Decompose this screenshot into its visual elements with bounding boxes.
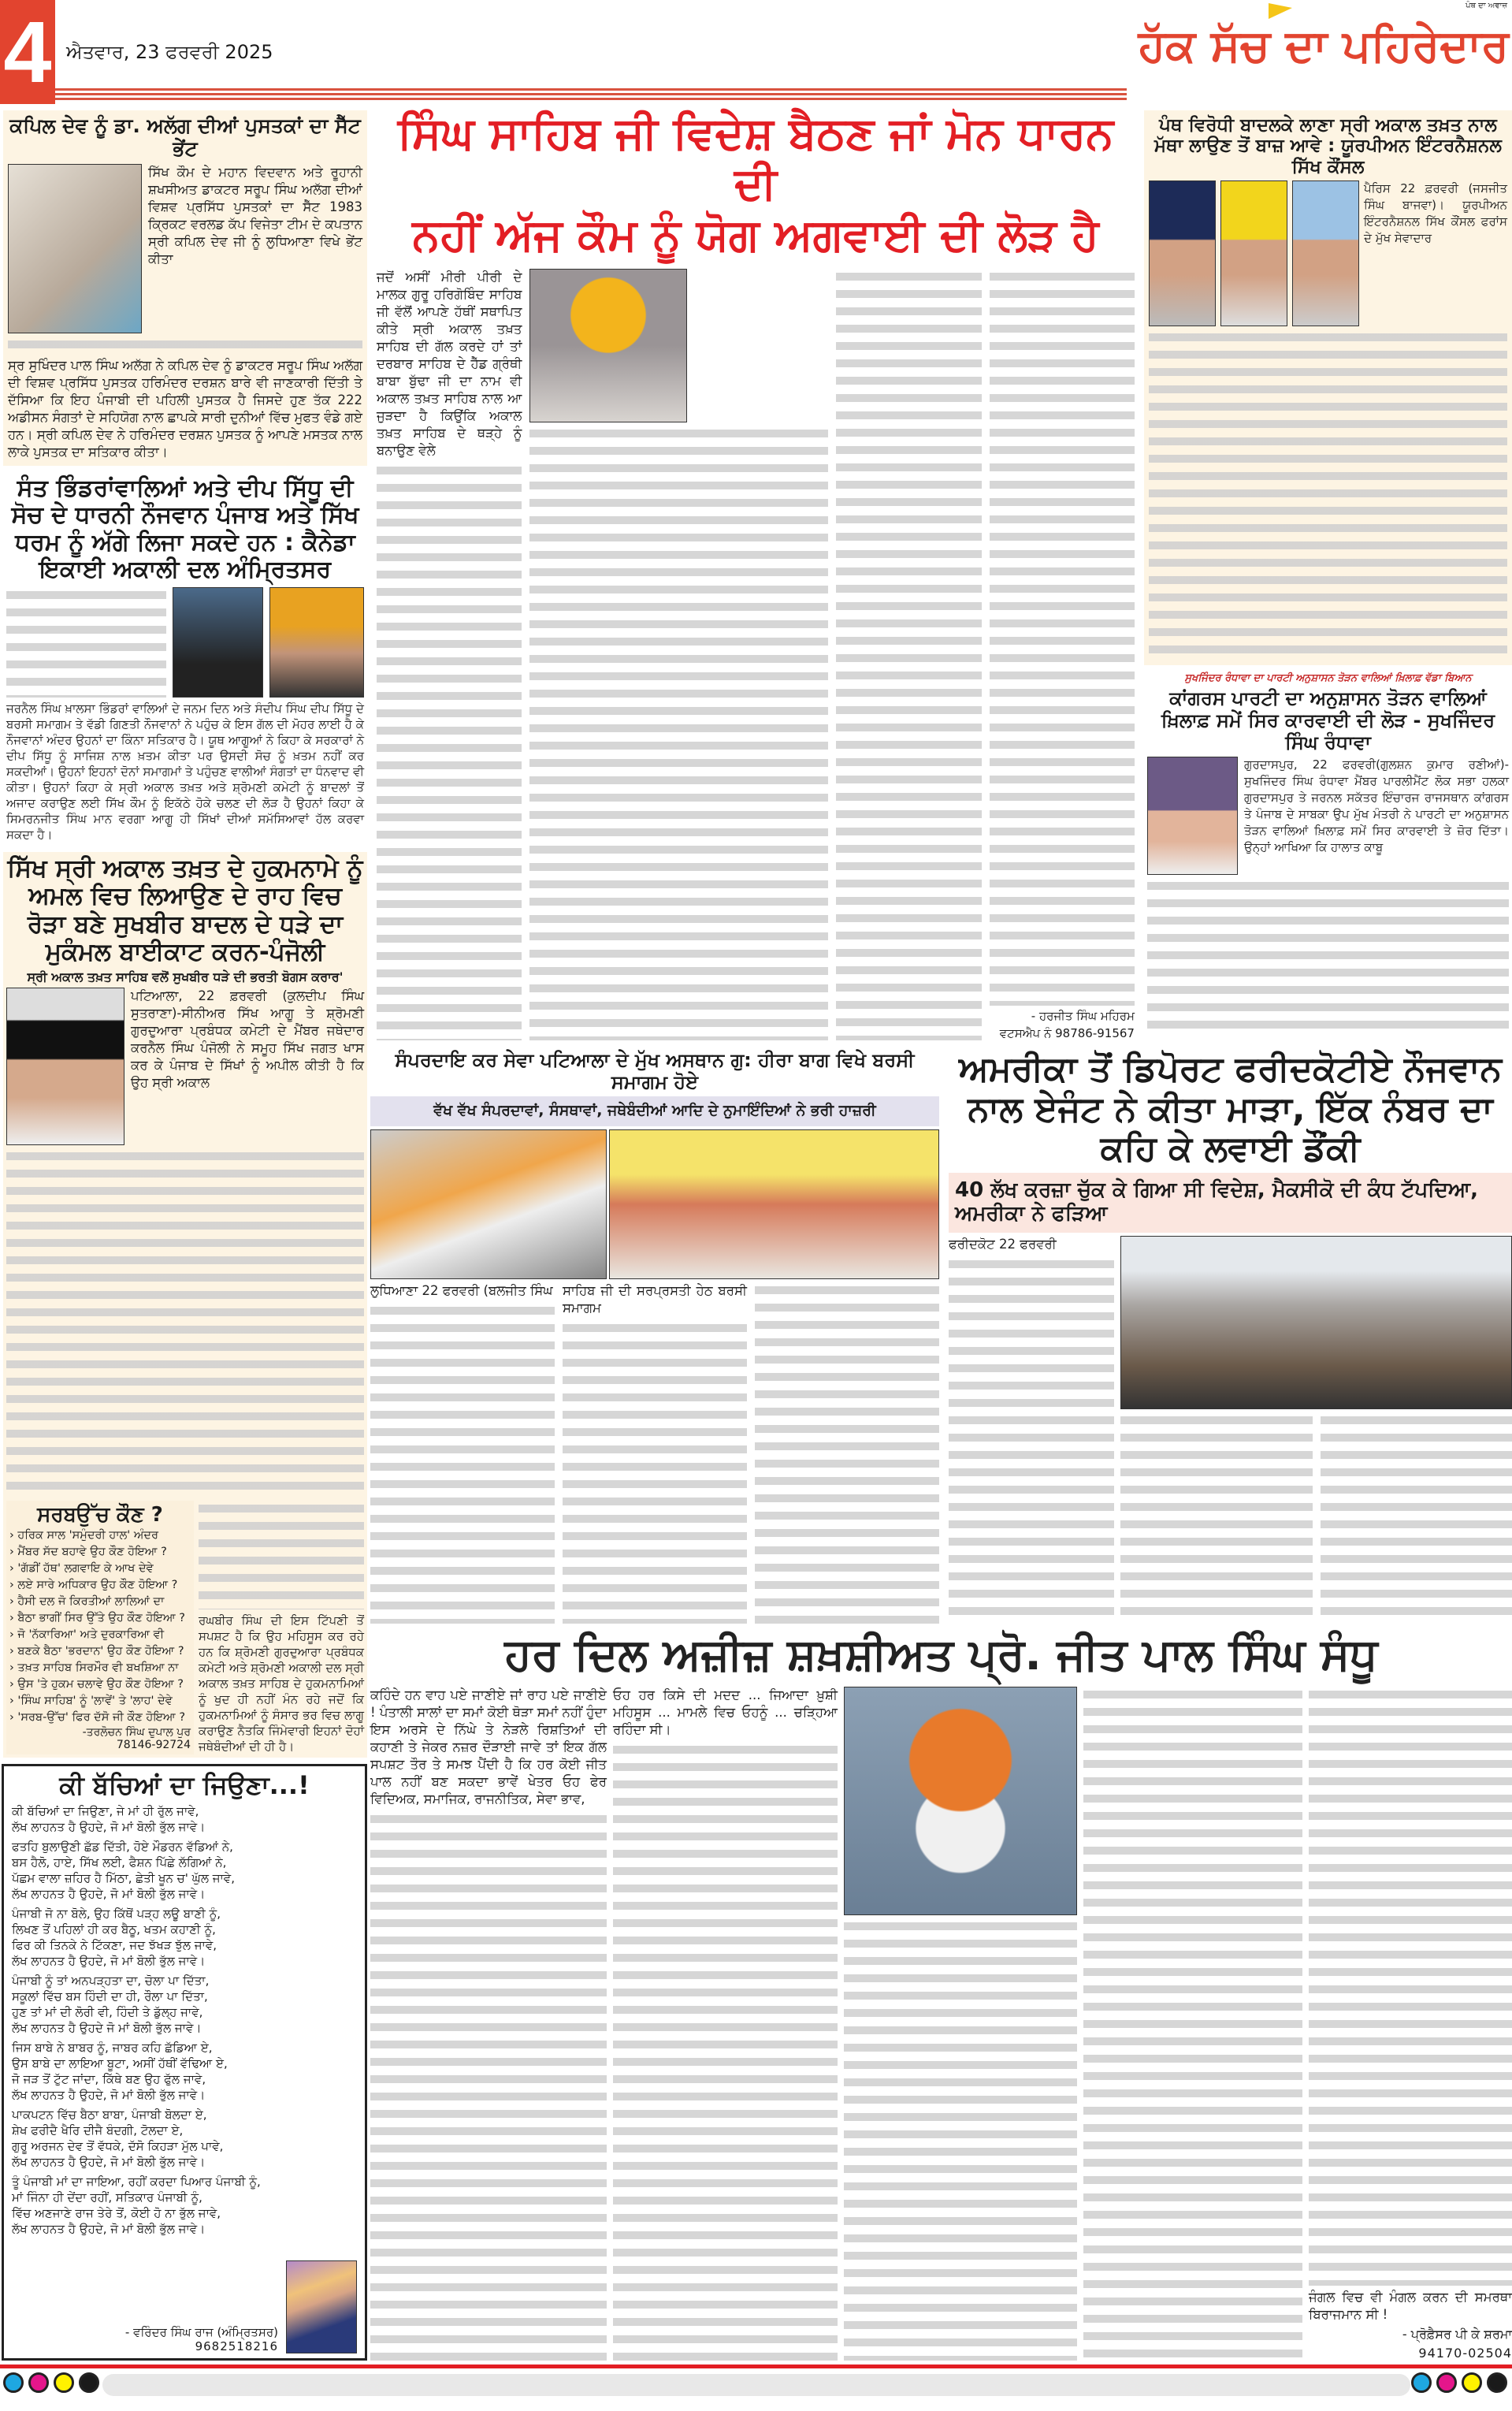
randhawa-photo xyxy=(1147,757,1238,875)
article-text-continuation xyxy=(563,1320,747,1624)
poem-sarbouch xyxy=(6,1501,194,1754)
article-text-continuation xyxy=(1321,1412,1512,1624)
article-kapil xyxy=(3,110,367,466)
tribute-body xyxy=(370,1687,1512,2361)
poem-line: › 'ਗੱਡੀਂ ਹੱਥ' ਲਗਵਾਇ ਕੇ ਆਖ ਦੇਵੇ xyxy=(9,1562,154,1575)
article-author: - ਪ੍ਰੋਫ਼ੈਸਰ ਪੀ ਕੇ ਸ਼ਰਮਾ xyxy=(1402,2327,1512,2342)
poem-author: -ਤਰਲੋਚਨ ਸਿੰਘ ਦੁਪਾਲ ਪੁਰ xyxy=(82,1726,191,1739)
poem-line: ਜਿਸ ਬਾਬੇ ਨੇ ਬਾਬਰ ਨੂੰ, ਜਾਬਰ ਕਹਿ ਛੱਡਿਆ ਏ, xyxy=(12,2040,213,2055)
article-author-phone: 94170-02504 xyxy=(1418,2346,1512,2361)
poem-line: ਲੱਖ ਲਾਹਨਤ ਹੈ ਉਹਦੇ, ਜੋ ਮਾਂ ਬੋਲੀ ਭੁੱਲ ਜਾਵੇ। xyxy=(12,2087,206,2102)
article-text-continuation xyxy=(1083,1687,1302,2361)
article-text-continuation xyxy=(1147,878,1509,1037)
article-subheadline: 40 ਲੱਖ ਕਰਜ਼ਾ ਚੁੱਕ ਕੇ ਗਿਆ ਸੀ ਵਿਦੇਸ਼, ਮੈਕਸੀਕੋ ਦੀ ਕੰਧ ਟੱਪਦਿਆ, ਅਮਰੀਕਾ ਨੇ ਫੜਿਆ xyxy=(949,1173,1512,1233)
article-headline: ਕਪਿਲ ਦੇਵ ਨੂੰ ਡਾ. ਅਲੱਗ ਦੀਆਂ ਪੁਸਤਕਾਂ ਦਾ ਸੈੱਟ ਭੇਂਟ xyxy=(9,114,361,160)
article-text-continuation xyxy=(377,463,522,1040)
poet-photo xyxy=(286,2260,357,2353)
lead-article-body xyxy=(377,269,1135,1040)
masthead-rule xyxy=(55,88,1127,102)
article-sant xyxy=(3,472,367,846)
lead-article xyxy=(377,109,1135,1040)
poem-line: ਲੱਖ ਲਾਹਨਤ ਹੈ ਉਹਦੇ ਜੋ ਮਾਂ ਬੋਲੀ ਭੁੱਲ ਜਾਵੇ। xyxy=(12,2020,202,2035)
magenta-mark-icon xyxy=(28,2372,49,2393)
logo-text: ਹੱਕ ਸੱਚ ਦਾ ਪਹਿਰੇਦਾਰ xyxy=(1138,20,1509,72)
poem-line: ਲੱਖ ਲਾਹਨਤ ਹੈ ਉਹਦੇ, ਜੋ ਮਾਂ ਬੋਲੀ ਭੁੱਲ ਜਾਵੇ। xyxy=(12,1886,206,1901)
article-body: ਕਹਿੰਦੇ ਹਨ ਵਾਹ ਪਏ ਜਾਣੀਏ ਜਾਂ ਰਾਹ ਪਏ ਜਾਣੀਏ ! ਪੰਤਾਲੀ ਸਾਲਾਂ ਦਾ ਸਮਾਂ ਕੋਈ ਥੋੜਾ ਸਮਾਂ ਨਹੀਂ ਹੁੰਦਾ ਇਸ ਅਰਸੇ ਦੇ ਨਿੱਘੇ ਤੇ ਨੇੜਲੇ ਰਿਸ਼ਤਿਆਂ ਦੀ ਕਹਾਣੀ ਤੇ ਜੇਕਰ ਨਜ਼ਰ ਦੌੜਾਈ ਜਾਵੇ ਤਾਂ ਇਕ ਗੱਲ ਸਪਸ਼ਟ ਤੌਰ ਤੇ ਸਮਝ ਪੈਂਦੀ ਹੈ ਕਿ ਹਰ ਕੋਈ ਜੀਤ ਪਾਲ ਨਹੀਂ ਬਣ ਸਕਦਾ ਭਾਵੇਂ ਖੇਤਰ ਓਹ ਫੇਰ ਵਿਦਿਅਕ, ਸਮਾਜਿਕ, ਰਾਜਨੀਤਿਕ, ਸੇਵਾ ਭਾਵ, xyxy=(370,1687,607,1807)
article-text-continuation xyxy=(1120,1412,1313,1624)
right-column xyxy=(1144,110,1512,1040)
family-photo xyxy=(1120,1236,1512,1409)
article-text-continuation xyxy=(6,1148,364,1498)
article-body: ਪਟਿਆਲਾ, 22 ਫ਼ਰਵਰੀ (ਕੁਲਦੀਪ ਸਿੰਘ ਸੁਤਰਾਣਾ)-ਸੀਨੀਅਰ ਸਿੱਖ ਆਗੂ ਤੇ ਸ਼੍ਰੋਮਣੀ ਗੁਰਦੁਆਰਾ ਪ੍ਰਬੰਧਕ ਕਮੇਟੀ ਦੇ ਮੈਂਬਰ ਜਥੇਦਾਰ ਕਰਨੈਲ ਸਿੰਘ ਪੰਜੋਲੀ ਨੇ ਸਮੂਹ ਸਿੱਖ ਜਗਤ ਖਾਸ ਕਰ ਕੇ ਪੰਜਾਬ ਦੇ ਸਿੱਖਾਂ ਨੂੰ ਅਪੀਲ ਕੀਤੀ ਹੈ ਕਿ ਉਹ ਸ੍ਰੀ ਅਕਾਲ xyxy=(131,988,364,1091)
registration-marks-left xyxy=(3,2372,104,2396)
article-headline: ਅਮਰੀਕਾ ਤੋਂ ਡਿਪੋਰਟ ਫਰੀਦਕੋਟੀਏ ਨੌਜਵਾਨ ਨਾਲ ਏਜੰਟ ਨੇ ਕੀਤਾ ਮਾੜਾ, ਇੱਕ ਨੰਬਰ ਦਾ ਕਹਿ ਕੇ ਲਵਾਈ ਡੌਂਕੀ xyxy=(959,1049,1502,1170)
event-photo xyxy=(370,1129,607,1279)
article-author-phone: ਵਟਸਐਪ ਨੰ 98786-91567 xyxy=(999,1026,1135,1040)
poem-line: ਲੱਖ ਲਾਹਨਤ ਹੈ ਉਹਦੇ, ਜੋ ਮਾਂ ਬੋਲੀ ਭੁੱਲ ਜਾਵੇ। xyxy=(12,2154,206,2169)
eisc-member-photo xyxy=(1292,180,1359,326)
kapil-dev-photo xyxy=(8,164,142,333)
article-text-continuation xyxy=(8,337,362,354)
deep-sidhu-photo xyxy=(269,587,364,698)
poem-stanza xyxy=(12,1803,357,1835)
black-mark-icon xyxy=(79,2372,99,2393)
article-text-continuation xyxy=(755,1282,939,1624)
footer-rule xyxy=(0,2364,1512,2368)
black-mark-icon xyxy=(1487,2372,1507,2393)
article-tribute xyxy=(370,1630,1512,2361)
lead-headline-line-2: ਨਹੀਂ ਅੱਜ ਕੌਮ ਨੂੰ ਯੋਗ ਅਗਵਾਈ ਦੀ ਲੋੜ ਹੈ xyxy=(412,209,1099,261)
poem-title: ਕੀ ਬੱਚਿਆਂ ਦਾ ਜਿਉਣਾ...! xyxy=(59,1770,310,1800)
poem-line: ਸ਼ੇਖ ਫਰੀਦੈ ਖੈਰਿ ਦੀਜੈ ਬੰਦਗੀ, ਟੋਲਦਾ ਏ, xyxy=(12,2123,184,2138)
prof-jeet-pal-photo xyxy=(844,1687,1077,1915)
poem-line: ਜੋ ਜੜ ਤੋਂ ਟੁੱਟ ਜਾਂਦਾ, ਕਿੱਥੇ ਬਣ ਉਹ ਫੁੱਲ ਜਾਵੇ, xyxy=(12,2071,206,2086)
article-text-continuation xyxy=(529,426,828,1040)
article-randhawa xyxy=(1144,670,1512,1040)
left-column xyxy=(3,110,367,1758)
article-text-continuation xyxy=(613,1742,838,2361)
poem-line: › ਹਰਿਕ ਸਾਲ 'ਸਮੁੰਦਰੀ ਹਾਲ' ਅੰਦਰ xyxy=(9,1529,158,1542)
poem-line: › ਲਏ ਸਾਰੇ ਅਧਿਕਾਰ ਉਹ ਕੌਣ ਹੋਇਆ ? xyxy=(9,1579,178,1591)
footer-bar xyxy=(102,2374,1410,2396)
article-body: ਲੁਧਿਆਣਾ 22 ਫਰਵਰੀ (ਬਲਜੀਤ ਸਿੰਘ xyxy=(370,1283,553,1299)
cyan-mark-icon xyxy=(3,2372,24,2393)
poem-line: › ਤਖ਼ਤ ਸਾਹਿਬ ਸਿਰਮੌਰ ਵੀ ਬਖਸ਼ਿਆ ਨਾ xyxy=(9,1661,179,1674)
article-body: ਗੁਰਦਾਸਪੁਰ, 22 ਫਰਵਰੀ(ਗੁਲਸ਼ਨ ਕੁਮਾਰ ਰਣੀਆਂ)- ਸੁਖਜਿੰਦਰ ਸਿੰਘ ਰੰਧਾਵਾ ਮੈਂਬਰ ਪਾਰਲੀਮੈਂਟ ਲੋਕ ਸਭਾ ਹਲਕਾ ਗੁਰਦਾਸਪੁਰ ਤੇ ਜਰਨਲ ਸਕੱਤਰ ਇੰਚਾਰਜ ਰਾਜਸਥਾਨ ਕਾਂਗਰਸ ਤੇ ਪੰਜਾਬ ਦੇ ਸਾਬਕਾ ਉਪ ਮੁੱਖ ਮੰਤਰੀ ਨੇ ਪਾਰਟੀ ਦਾ ਅਨੁਸ਼ਾਸਨ ਤੋੜਨ ਵਾਲਿਆਂ ਖ਼ਿਲਾਫ਼ ਸਮੇਂ ਸਿਰ ਕਾਰਵਾਈ ਤੇ ਜ਼ੋਰ ਦਿੱਤਾ।ਉਨ੍ਹਾਂ ਆਖਿਆ ਕਿ ਹਾਲਾਤ ਕਾਬੂ xyxy=(1244,757,1509,855)
yellow-mark-icon xyxy=(1462,2372,1482,2393)
article-body: ਪੈਰਿਸ 22 ਫ਼ਰਵਰੀ (ਜਸਜੀਤ ਸਿੰਘ ਬਾਜਵਾ)। ਯੂਰਪੀਅਨ ਇੰਟਰਨੈਸ਼ਨਲ ਸਿੱਖ ਕੌਂਸਲ ਫਰਾਂਸ ਦੇ ਮੁੱਖ ਸੇਵਾਦਾਰ xyxy=(1364,181,1507,246)
poem-line: › ਜੋ 'ਨੱਕਾਰਿਆ' ਅਤੇ ਦੁਰਕਾਰਿਆ ਵੀ xyxy=(9,1628,165,1641)
article-kicker: ਸੁਖਜਿੰਦਰ ਰੰਧਾਵਾ ਦਾ ਪਾਰਟੀ ਅਨੁਸ਼ਾਸਨ ਤੋੜਨ ਵਾਲਿਆਂ ਖ਼ਿਲਾਫ਼ ਵੱਡਾ ਬਿਆਨ xyxy=(1184,672,1472,685)
poem-line: ਪੱਛਮ ਵਾਲਾ ਜ਼ਹਿਰ ਹੈ ਮਿੱਠਾ, ਛੇਤੀ ਖੂਨ ਚ' ਘੁੱਲ ਜਾਵੇ, xyxy=(12,1870,235,1885)
article-text-continuation xyxy=(6,587,166,698)
poem-stanza xyxy=(12,1839,357,1902)
article-body-end: ਰਘਬੀਰ ਸਿੰਘ ਦੀ ਇਸ ਟਿੱਪਣੀ ਤੋਂ ਸਪਸ਼ਟ ਹੈ ਕਿ ਉਹ ਮਹਿਸੂਸ ਕਰ ਰਹੇ ਹਨ ਕਿ ਸ਼੍ਰੋਮਣੀ ਗੁਰਦੁਆਰਾ ਪ੍ਰਬੰਧਕ ਕਮੇਟੀ ਅਤੇ ਸ਼੍ਰੋਮਣੀ ਅਕਾਲੀ ਦਲ ਸ੍ਰੀ ਅਕਾਲ ਤਖ਼ਤ ਸਾਹਿਬ ਦੇ ਹੁਕਮਨਾਮਿਆਂ ਨੂੰ ਖੁਦ ਹੀ ਨਹੀਂ ਮੰਨ ਰਹੇ ਜਦੋਂ ਕਿ ਹੁਕਮਨਾਮਿਆਂ ਨੂੰ ਸੰਸਾਰ ਭਰ ਵਿਚ ਲਾਗੂ ਕਰਾਉਣ ਨੈਤਕਿ ਜਿੰਮੇਵਾਰੀ ਇਹਨਾਂ ਦੋਹਾਂ ਜਥੇਬੰਦੀਆਂ ਦੀ ਹੀ ਹੈ। xyxy=(199,1613,364,1754)
poem-line: ਉਸ ਬਾਬੇ ਦਾ ਲਾਇਆ ਬੂਟਾ, ਅਸੀਂ ਹੱਥੀਂ ਵੱਢਿਆ ਏ, xyxy=(12,2056,228,2071)
article-headline: ਸੰਪਰਦਾਇ ਕਰ ਸੇਵਾ ਪਟਿਆਲਾ ਦੇ ਮੁੱਖ ਅਸਥਾਨ ਗੁ: ਹੀਰਾ ਬਾਗ ਵਿਖੇ ਬਰਸੀ ਸਮਾਗਮ ਹੋਏ xyxy=(395,1049,915,1093)
poem-lines xyxy=(9,1527,191,1726)
article-author: - ਹਰਜੀਤ ਸਿੰਘ ਮਹਿਰਮ xyxy=(1031,1009,1135,1023)
eisc-member-photo xyxy=(1220,180,1287,326)
poem-line: ਪੰਜਾਬੀ ਜੋ ਨਾ ਬੋਲੇ, ਉਹ ਕਿੱਥੋਂ ਪੜ੍ਹ ਲਊ ਬਾਣੀ ਨੂੰ, xyxy=(12,1906,221,1921)
article-text-continuation xyxy=(1149,329,1507,660)
article-text-continuation xyxy=(990,269,1135,1006)
poem-author-phone: 9682518216 xyxy=(195,2339,278,2353)
lead-headline xyxy=(377,109,1135,261)
article-text-continuation xyxy=(836,269,981,1040)
page-number: 4 xyxy=(0,0,55,104)
article-body: ਸ੍ਰ ਸੁਖਿੰਦਰ ਪਾਲ ਸਿੰਘ ਅਲੱਗ ਨੇ ਕਪਿਲ ਦੇਵ ਨੂੰ ਡਾਕਟਰ ਸਰੂਪ ਸਿੰਘ ਅਲੱਗ ਦੀ ਵਿਸ਼ਵ ਪ੍ਰਸਿੱਧ ਪੁਸਤਕ ਹਰਿਮੰਦਰ ਦਰਸ਼ਨ ਬਾਰੇ ਵੀ ਜਾਣਕਾਰੀ ਦਿੱਤੀ ਤੇ ਦੱਸਿਆ ਕਿ ਇਹ ਪੰਜਾਬੀ ਦੀ ਪਹਿਲੀ ਪੁਸਤਕ ਹੈ ਜਿਸਦੇ ਹੁਣ ਤੱਕ 222 ਅਡੀਸਨ ਸੰਗਤਾਂ ਦੇ ਸਹਿਯੋਗ ਨਾਲ ਛਾਪਕੇ ਸਾਰੀ ਦੁਨੀਆਂ ਵਿੱਚ ਮੁਫਤ ਵੰਡੇ ਗਏ ਹਨ। ਸ੍ਰੀ ਕਪਿਲ ਦੇਵ ਨੇ ਹਰਿਮੰਦਰ ਦਰਸ਼ਨ ਪੁਸਤਕ ਨੂੰ ਆਪਣੇ ਮਸਤਕ ਨਾਲ ਲਾਕੇ ਪੁਸਤਕ ਦਾ ਸਤਿਕਾਰ ਕੀਤਾ। xyxy=(8,357,362,460)
lead-headline-line-1: ਸਿੰਘ ਸਾਹਿਬ ਜੀ ਵਿਦੇਸ਼ ਬੈਠਣ ਜਾਂ ਮੋਨ ਧਾਰਨ ਦੀ xyxy=(397,108,1114,210)
bhindranwale-photo xyxy=(173,587,263,698)
poem-stanza xyxy=(12,1973,357,2036)
columnist-photo xyxy=(529,269,687,422)
poem-line: ਸਕੂਲਾਂ ਵਿੱਚ ਬਸ ਹਿੰਦੀ ਦਾ ਹੀ, ਰੌਲਾ ਪਾ ਦਿੱਤਾ, xyxy=(12,1989,208,2004)
poem-line: ਫਿਰ ਕੀ ਤਿਨਕੇ ਨੇ ਟਿੱਕਣਾ, ਜਦ ਝੱਖੜ ਝੁੱਲ ਜਾਵੇ, xyxy=(12,1937,217,1952)
poem-stanza xyxy=(12,2040,357,2103)
article-headline: ਸੰਤ ਭਿੰਡਰਾਂਵਾਲਿਆਂ ਅਤੇ ਦੀਪ ਸਿੱਧੂ ਦੀ ਸੋਚ ਦੇ ਧਾਰਨੀ ਨੌਜਵਾਨ ਪੰਜਾਬ ਅਤੇ ਸਿੱਖ ਧਰਮ ਨੂੰ ਅੱਗੇ ਲਿਜਾ ਸਕਦੇ ਹਨ : ਕੈਨੇਡਾ ਇਕਾਈ ਅਕਾਲੀ ਦਲ ਅੰਮ੍ਰਿਤਸਰ xyxy=(11,474,359,583)
poem-stanza xyxy=(12,2107,357,2170)
issue-date: ਐਤਵਾਰ, 23 ਫਰਵਰੀ 2025 xyxy=(66,41,273,63)
article-text-continuation xyxy=(949,1256,1114,1624)
article-body: ਜਦੋਂ ਅਸੀਂ ਮੀਰੀ ਪੀਰੀ ਦੇ ਮਾਲਕ ਗੁਰੂ ਹਰਿਗੋਬਿੰਦ ਸਾਹਿਬ ਜੀ ਵੱਲੋਂ ਆਪਣੇ ਹੱਥੀਂ ਸਥਾਪਿਤ ਕੀਤੇ ਸ੍ਰੀ ਅਕਾਲ ਤਖ਼ਤ ਸਾਹਿਬ ਦੀ ਗੱਲ ਕਰਦੇ ਹਾਂ ਤਾਂ ਦਰਬਾਰ ਸਾਹਿਬ ਦੇ ਹੈੱਡ ਗ੍ਰੰਥੀ ਬਾਬਾ ਬੁੱਢਾ ਜੀ ਦਾ ਨਾਮ ਵੀ ਅਕਾਲ ਤਖ਼ਤ ਸਾਹਿਬ ਨਾਲ ਆ ਜੁੜਦਾ ਹੈ ਕਿਉਂਕਿ ਅਕਾਲ ਤਖ਼ਤ ਸਾਹਿਬ ਦੇ ਥੜ੍ਹੇ ਨੂੰ ਬਨਾਉਣ ਵੇਲੇ xyxy=(377,270,522,459)
registration-marks-right xyxy=(1411,2372,1512,2396)
poem-line: ਲੱਖ ਲਾਹਨਤ ਹੈ ਉਹਦੇ, ਜੋ ਮਾਂ ਬੋਲੀ ਭੁੱਲ ਜਾਵੇ। xyxy=(12,2221,206,2236)
article-subheadline: ਸ੍ਰੀ ਅਕਾਲ ਤਖ਼ਤ ਸਾਹਿਬ ਵਲੋਂ ਸੁਖਬੀਰ ਧੜੇ ਦੀ ਭਰਤੀ ਬੋਗਸ ਕਰਾਰ' xyxy=(27,969,344,985)
magenta-mark-icon xyxy=(1436,2372,1457,2393)
article-text-continuation xyxy=(370,1811,607,2361)
poem-ki-bachian xyxy=(2,1764,367,2361)
poem-line: › ਉਸ 'ਤੇ ਹੁਕਮ ਚਲਾਵੇ ਉਹ ਕੌਣ ਹੋਇਆ ? xyxy=(9,1678,184,1691)
poem-line: › 'ਸਿੰਘ ਸਾਹਿਬ' ਨੂੰ 'ਲਾਵੇਂ' ਤੇ 'ਲਾਹ' ਦੇਵੇ xyxy=(9,1695,173,1707)
eisc-member-photo xyxy=(1149,180,1216,326)
poem-stanza xyxy=(12,2174,357,2237)
article-deport xyxy=(949,1050,1512,1624)
poem-line: ਤੂੰ ਪੰਜਾਬੀ ਮਾਂ ਦਾ ਜਾਇਆ, ਰਹੀਂ ਕਰਦਾ ਪਿਆਰ ਪੰਜਾਬੀ ਨੂੰ, xyxy=(12,2174,261,2189)
article-text-continuation xyxy=(844,1918,1077,2361)
poem-line: › ਬੈਠਾ ਭਾਗੀਂ ਸਿਰ ਉੱਤੇ ਉਹ ਕੌਣ ਹੋਇਆ ? xyxy=(9,1612,185,1624)
panjoli-photo xyxy=(6,988,124,1145)
poem-line: ਪੰਜਾਬੀ ਨੂੰ ਤਾਂ ਅਨਪੜ੍ਹਤਾ ਦਾ, ਚੋਲਾ ਪਾ ਦਿੱਤਾ, xyxy=(12,1973,210,1988)
article-body: ਜਰਨੈਲ ਸਿੰਘ ਖ਼ਾਲਸਾ ਭਿੰਡਰਾਂ ਵਾਲਿਆਂ ਦੇ ਜਨਮ ਦਿਨ ਅਤੇ ਸੰਦੀਪ ਸਿੰਘ ਦੀਪ ਸਿੱਧੂ ਦੇ ਬਰਸੀ ਸਮਾਗਮ ਤੇ ਵੱਡੀ ਗਿਣਤੀ ਨੌਜਵਾਨਾਂ ਨੇ ਪਹੁੰਚ ਕੇ ਇਸ ਗੱਲ ਦੀ ਮੋਹਰ ਲਾਈ ਹੈ ਕੇ ਨੌਜਵਾਨਾਂ ਅੰਦਰ ਉਹਨਾਂ ਦਾ ਕਿੰਨਾ ਸਤਿਕਾਰ ਹੈ। ਯੂਥ ਆਗੂਆਂ ਨੇ ਕਿਹਾ ਕੇ ਸਰਕਾਰਾਂ ਨੇ ਦੀਪ ਸਿੱਧੂ ਨੂੰ ਸਾਜਿਸ਼ ਨਾਲ ਖ਼ਤਮ ਕੀਤਾ ਪਰ ਉਸਦੀ ਸੋਚ ਨੂੰ ਖ਼ਤਮ ਨਹੀਂ ਕਰ ਸਕਦੀਆਂ। ਉਹਨਾਂ ਇਹਨਾਂ ਦੋਨਾਂ ਸਮਾਗਮਾਂ ਤੇ ਪਹੁੰਚਣ ਵਾਲੀਆਂ ਸੰਗਤਾਂ ਦਾ ਧੰਨਵਾਦ ਵੀ ਕੀਤਾ। ਉਹਨਾਂ ਕਿਹਾ ਕੇ ਸ੍ਰੀ ਅਕਾਲ ਤਖ਼ਤ ਅਤੇ ਸ਼੍ਰੋਮਣੀ ਕਮੇਟੀ ਨੂੰ ਬਾਦਲਾਂ ਤੋਂ ਅਜਾਦ ਕਰਾਉਣ ਲਈ ਸਿੱਖ ਕੌਮ ਨੂੰ ਇਕੱਠੇ ਹੋਕੇ ਚਲਣ ਦੀ ਲੋੜ ਹੈ ਉਹਨਾਂ ਕਿਹਾ ਕੇ ਸਿਮਰਨਜੀਤ ਸਿੰਘ ਮਾਨ ਵਰਗਾ ਆਗੂ ਹੀ ਸਿੱਖਾਂ ਦੀਆਂ ਸਮੱਸਿਆਵਾਂ ਹੱਲ ਕਰਵਾ ਸਕਦਾ ਹੈ। xyxy=(6,701,364,842)
article-body: ਸਾਹਿਬ ਜੀ ਦੀ ਸਰਪ੍ਰਸਤੀ ਹੇਠ ਬਰਸੀ ਸਮਾਗਮ xyxy=(563,1283,747,1316)
article-headline: ਕਾਂਗਰਸ ਪਾਰਟੀ ਦਾ ਅਨੁਸ਼ਾਸਨ ਤੋੜਨ ਵਾਲਿਆਂ ਖ਼ਿਲਾਫ਼ ਸਮੇਂ ਸਿਰ ਕਾਰਵਾਈ ਦੀ ਲੋੜ - ਸੁਖਜਿੰਦਰ ਸਿੰਘ ਰੰਧਾਵਾ xyxy=(1161,687,1495,753)
poem-author-phone: 78146-92724 xyxy=(116,1739,191,1751)
article-headline: ਪੰਥ ਵਿਰੋਧੀ ਬਾਦਲਕੇ ਲਾਣਾ ਸ੍ਰੀ ਅਕਾਲ ਤਖ਼ਤ ਨਾਲ ਮੱਥਾ ਲਾਉਣ ਤੋਂ ਬਾਜ਼ ਆਵੇ : ਯੂਰਪੀਅਨ ਇੰਟਰਨੈਸ਼ਨਲ ਸਿੱਖ ਕੌਂਸਲ xyxy=(1154,115,1502,177)
poem-line: ਬਸ ਹੈਲੋ, ਹਾਏ, ਸਿੱਖ ਲਈ, ਫੈਸ਼ਨ ਪਿੱਛੇ ਲੱਗਿਆਂ ਨੇ, xyxy=(12,1855,227,1870)
newspaper-logo xyxy=(1127,0,1512,88)
poem-line: › ਬਣਕੇ ਬੈਠਾ 'ਭਰਦਾਨ' ਉਹ ਕੌਣ ਹੋਇਆ ? xyxy=(9,1645,184,1658)
article-text-continuation xyxy=(1309,1687,1512,2286)
poem-line: › ਮੈਂਬਰ ਸੱਦ ਬਹਾਵੇ ਉਹ ਕੌਣ ਹੋਇਆ ? xyxy=(9,1546,167,1558)
poem-line: ਲੱਖ ਲਾਹਨਤ ਹੈ ਉਹਦੇ, ਜੋ ਮਾਂ ਬੋਲੀ ਭੁੱਲ ਜਾਵੇ। xyxy=(12,1819,206,1834)
article-body: ਫਰੀਦਕੋਟ 22 ਫਰਵਰੀ xyxy=(949,1236,1057,1252)
poem-line: ਪਾਕਪਟਨ ਵਿੱਚ ਬੈਠਾ ਬਾਬਾ, ਪੰਜਾਬੀ ਬੋਲਦਾ ਏ, xyxy=(12,2107,207,2122)
article-text-continuation xyxy=(370,1303,555,1624)
event-photo xyxy=(609,1129,939,1279)
poem-line: › ਹੈਸੀ ਦਲ ਜੋ ਕਿਰਤੀਆਂ ਲਾਲਿਆਂ ਦਾ xyxy=(9,1595,165,1608)
cyan-mark-icon xyxy=(1411,2372,1432,2393)
article-closing: ਜੰਗਲ ਵਿਚ ਵੀ ਮੰਗਲ ਕਰਨ ਦੀ ਸਮਰਥਾ ਬਿਰਾਜਮਾਨ ਸੀ ! xyxy=(1309,2290,1512,2322)
poem-line: ਫਤਹਿ ਬੁਲਾਉਣੀ ਛੱਡ ਦਿੱਤੀ, ਹੋਏ ਮੌਡਰਨ ਵੱਡਿਆਂ ਨੇ, xyxy=(12,1839,233,1854)
article-eisc xyxy=(1144,110,1512,665)
poem-stanza xyxy=(12,1906,357,1969)
poem-line: ਵਿੱਚ ਅਣਜਾਣੇ ਰਾਜ ਤੇਰੇ ਤੋਂ, ਕੋਈ ਹੋ ਨਾ ਭੁੱਲ ਜਾਵੇ, xyxy=(12,2205,221,2220)
article-panjoli xyxy=(3,852,367,1758)
poem-line: › 'ਸਰਬ-ਉੱਚ' ਫਿਰ ਦੱਸੋ ਜੀ ਕੌਣ ਹੋਇਆ ? xyxy=(9,1711,186,1724)
poem-line: ਲੱਖ ਲਾਹਨਤ ਹੈ ਉਹਦੇ, ਜੋ ਮਾਂ ਬੋਲੀ ਭੁੱਲ ਜਾਵੇ। xyxy=(12,1953,206,1968)
article-body: ਓਹ ਹਰ ਕਿਸੇ ਦੀ ਮਦਦ ... ਜਿਆਦਾ ਖ਼ੁਸ਼ੀ ਮਹਿਸੂਸ ... ਮਾਮਲੇ ਵਿਚ ਓਹਨੂੰ ... ਚੜ੍ਹਿਆ ਰਹਿੰਦਾ ਸੀ। xyxy=(613,1687,838,1738)
poem-title: ਸਰਬਉੱਚ ਕੌਣ ? xyxy=(37,1503,163,1527)
yellow-mark-icon xyxy=(54,2372,74,2393)
poem-stanzas xyxy=(12,1803,357,2241)
article-headline: ਹਰ ਦਿਲ ਅਜ਼ੀਜ਼ ਸ਼ਖ਼ਸ਼ੀਅਤ ਪ੍ਰੋ. ਜੀਤ ਪਾਲ ਸਿੰਘ ਸੰਧੂ xyxy=(504,1629,1378,1680)
article-samparda xyxy=(370,1050,939,1624)
poem-line: ਲਿਖਣ ਤੋਂ ਪਹਿਲਾਂ ਹੀ ਕਰ ਬੈਠੂ, ਖਤਮ ਕਹਾਣੀ ਨੂੰ, xyxy=(12,1922,216,1937)
article-subheadline: ਵੱਖ ਵੱਖ ਸੰਪਰਦਾਵਾਂ, ਸੰਸਥਾਵਾਂ, ਜਥੇਬੰਦੀਆਂ ਆਦਿ ਦੇ ਨੁਮਾਇੰਦਿਆਂ ਨੇ ਭਰੀ ਹਾਜ਼ਰੀ xyxy=(370,1096,939,1126)
flag-icon xyxy=(1269,3,1292,19)
article-text-continuation xyxy=(199,1501,364,1609)
poem-line: ਕੀ ਬੱਚਿਆਂ ਦਾ ਜਿਉਣਾ, ਜੇ ਮਾਂ ਹੀ ਰੁੱਲ ਜਾਵੇ, xyxy=(12,1803,199,1818)
logo-tagline: ਪੰਥ ਦਾ ਅਵਾਜ਼ xyxy=(1466,2,1507,10)
poem-author: - ਵਰਿੰਦਰ ਸਿੰਘ ਰਾਜ (ਅੰਮ੍ਰਿਤਸਰ) xyxy=(124,2325,278,2339)
poem-line: ਮਾਂ ਜਿੰਨਾ ਹੀ ਦੇਂਦਾ ਰਹੀਂ, ਸਤਿਕਾਰ ਪੰਜਾਬੀ ਨੂੰ, xyxy=(12,2190,202,2205)
article-body: ਸਿੱਖ ਕੌਮ ਦੇ ਮਹਾਨ ਵਿਦਵਾਨ ਅਤੇ ਰੂਹਾਨੀ ਸ਼ਖਸੀਅਤ ਡਾਕਟਰ ਸਰੂਪ ਸਿੰਘ ਅਲੱਗ ਦੀਆਂ ਵਿਸ਼ਵ ਪ੍ਰਸਿੱਧ ਪੁਸਤਕਾਂ ਦਾ ਸੈੱਟ 1983 ਕ੍ਰਿਕਟ ਵਰਲਡ ਕੱਪ ਵਿਜੇਤਾ ਟੀਮ ਦੇ ਕਪਤਾਨ ਸ੍ਰੀ ਕਪਿਲ ਦੇਵ ਜੀ ਨੂੰ ਲੁਧਿਆਣਾ ਵਿਖੇ ਭੇਂਟ ਕੀਤਾ xyxy=(148,164,362,266)
article-headline: ਸਿੱਖ ਸ੍ਰੀ ਅਕਾਲ ਤਖ਼ਤ ਦੇ ਹੁਕਮਨਾਮੇ ਨੂੰ ਅਮਲ ਵਿਚ ਲਿਆਉਣ ਦੇ ਰਾਹ ਵਿਚ ਰੋੜਾ ਬਣੇ ਸੁਖਬੀਰ ਬਾਦਲ ਦੇ ਧੜੇ ਦਾ ਮੁਕੰਮਲ ਬਾਈਕਾਟ ਕਰਨ-ਪੰਜੋਲੀ xyxy=(7,854,363,967)
poem-line: ਗੁਰੂ ਅਰਜਨ ਦੇਵ ਤੋਂ ਵੱਧਕੇ, ਦੱਸੋ ਕਿਹੜਾ ਮੁੱਲ ਪਾਵੇ, xyxy=(12,2138,224,2153)
poem-line: ਹੁਣ ਤਾਂ ਮਾਂ ਦੀ ਲੋਰੀ ਵੀ, ਹਿੰਦੀ ਤੇ ਡੁੱਲ੍ਹ ਜਾਵੇ, xyxy=(12,2004,203,2019)
